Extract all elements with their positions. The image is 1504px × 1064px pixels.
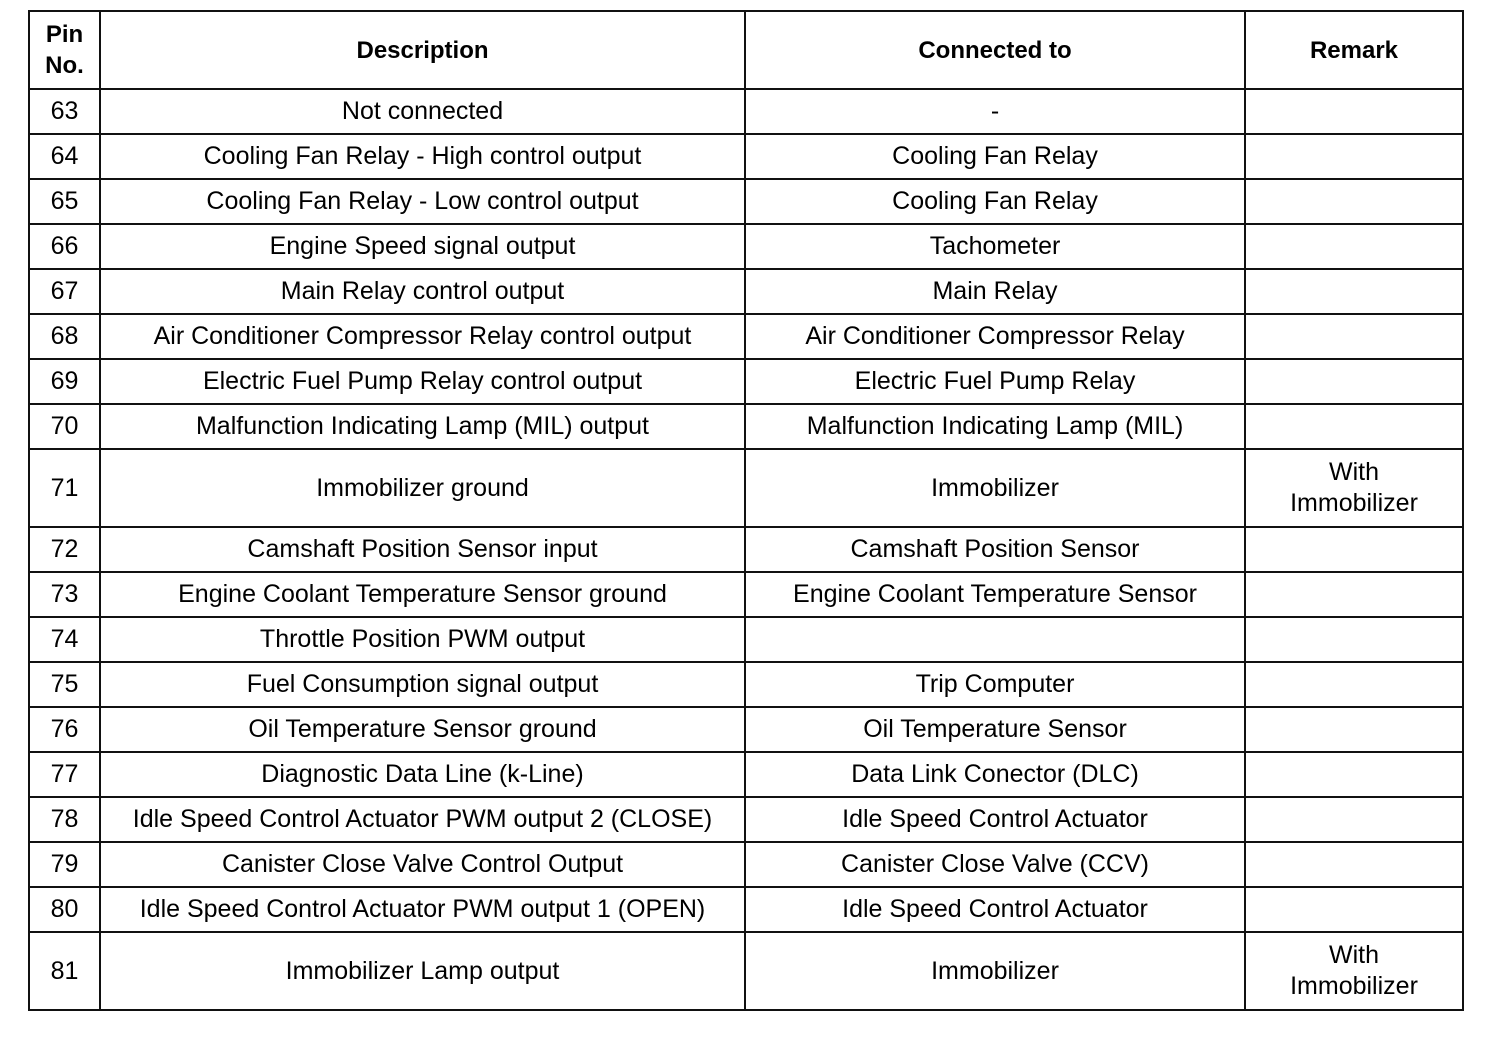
pin-number: 69: [29, 359, 100, 404]
table-row: [29, 449, 1463, 527]
remark-cell: [1245, 404, 1463, 449]
description-cell: Throttle Position PWM output: [100, 617, 745, 662]
table-row: [29, 89, 1463, 134]
pin-number: 63: [29, 89, 100, 134]
remark-cell: [1245, 662, 1463, 707]
pin-number: 64: [29, 134, 100, 179]
pin-number: 74: [29, 617, 100, 662]
pin-number: 71: [29, 449, 100, 527]
connected-to-cell: Cooling Fan Relay: [745, 134, 1245, 179]
remark-cell: [1245, 842, 1463, 887]
table-row: [29, 224, 1463, 269]
remark-cell: [1245, 224, 1463, 269]
connected-to-cell: -: [745, 89, 1245, 134]
description-cell: Immobilizer ground: [100, 449, 745, 527]
pin-number: 76: [29, 707, 100, 752]
description-cell: Not connected: [100, 89, 745, 134]
description-cell: Electric Fuel Pump Relay control output: [100, 359, 745, 404]
connected-to-cell: Electric Fuel Pump Relay: [745, 359, 1245, 404]
connected-to-cell: Main Relay: [745, 269, 1245, 314]
table-row: [29, 572, 1463, 617]
pin-number: 72: [29, 527, 100, 572]
table-row: [29, 887, 1463, 932]
table-row: [29, 269, 1463, 314]
description-cell: Fuel Consumption signal output: [100, 662, 745, 707]
connected-to-cell: [745, 617, 1245, 662]
table-row: [29, 134, 1463, 179]
header-description: Description: [100, 11, 745, 89]
header-pin-no: Pin No.: [29, 11, 100, 89]
remark-cell: [1245, 269, 1463, 314]
description-cell: Camshaft Position Sensor input: [100, 527, 745, 572]
table-row: [29, 707, 1463, 752]
remark-cell: [1245, 752, 1463, 797]
connected-to-cell: Air Conditioner Compressor Relay: [745, 314, 1245, 359]
pin-table-sheet: [28, 10, 1462, 1011]
pin-number: 77: [29, 752, 100, 797]
pin-assignment-table: [28, 10, 1464, 1011]
table-row: [29, 617, 1463, 662]
header-row: [29, 11, 1463, 89]
description-cell: Immobilizer Lamp output: [100, 932, 745, 1010]
description-cell: Cooling Fan Relay - High control output: [100, 134, 745, 179]
pin-number: 67: [29, 269, 100, 314]
connected-to-cell: Canister Close Valve (CCV): [745, 842, 1245, 887]
connected-to-cell: Idle Speed Control Actuator: [745, 887, 1245, 932]
table-row: [29, 797, 1463, 842]
remark-cell: With Immobilizer: [1245, 932, 1463, 1010]
remark-cell: [1245, 359, 1463, 404]
header-remark: Remark: [1245, 11, 1463, 89]
pin-number: 73: [29, 572, 100, 617]
pin-number: 68: [29, 314, 100, 359]
connected-to-cell: Malfunction Indicating Lamp (MIL): [745, 404, 1245, 449]
table-row: [29, 842, 1463, 887]
connected-to-cell: Data Link Conector (DLC): [745, 752, 1245, 797]
pin-number: 78: [29, 797, 100, 842]
connected-to-cell: Engine Coolant Temperature Sensor: [745, 572, 1245, 617]
description-cell: Engine Speed signal output: [100, 224, 745, 269]
remark-cell: [1245, 887, 1463, 932]
description-cell: Canister Close Valve Control Output: [100, 842, 745, 887]
connected-to-cell: Trip Computer: [745, 662, 1245, 707]
remark-cell: [1245, 707, 1463, 752]
remark-cell: [1245, 527, 1463, 572]
pin-number: 80: [29, 887, 100, 932]
description-cell: Engine Coolant Temperature Sensor ground: [100, 572, 745, 617]
remark-cell: [1245, 134, 1463, 179]
pin-number: 65: [29, 179, 100, 224]
remark-cell: [1245, 179, 1463, 224]
description-cell: Main Relay control output: [100, 269, 745, 314]
pin-number: 70: [29, 404, 100, 449]
remark-cell: [1245, 314, 1463, 359]
header-connected-to: Connected to: [745, 11, 1245, 89]
table-row: [29, 752, 1463, 797]
remark-cell: [1245, 617, 1463, 662]
table-row: [29, 314, 1463, 359]
remark-cell: [1245, 797, 1463, 842]
remark-cell: [1245, 572, 1463, 617]
table-row: [29, 404, 1463, 449]
description-cell: Malfunction Indicating Lamp (MIL) output: [100, 404, 745, 449]
pin-number: 66: [29, 224, 100, 269]
pin-number: 75: [29, 662, 100, 707]
connected-to-cell: Oil Temperature Sensor: [745, 707, 1245, 752]
pin-number: 79: [29, 842, 100, 887]
description-cell: Idle Speed Control Actuator PWM output 1 (OPEN): [100, 887, 745, 932]
table-row: [29, 527, 1463, 572]
connected-to-cell: Camshaft Position Sensor: [745, 527, 1245, 572]
connected-to-cell: Tachometer: [745, 224, 1245, 269]
connected-to-cell: Idle Speed Control Actuator: [745, 797, 1245, 842]
pin-number: 81: [29, 932, 100, 1010]
table-row: [29, 179, 1463, 224]
connected-to-cell: Immobilizer: [745, 449, 1245, 527]
table-row: [29, 662, 1463, 707]
table-row: [29, 359, 1463, 404]
connected-to-cell: Cooling Fan Relay: [745, 179, 1245, 224]
remark-cell: With Immobilizer: [1245, 449, 1463, 527]
description-cell: Oil Temperature Sensor ground: [100, 707, 745, 752]
connected-to-cell: Immobilizer: [745, 932, 1245, 1010]
description-cell: Air Conditioner Compressor Relay control output: [100, 314, 745, 359]
description-cell: Diagnostic Data Line (k-Line): [100, 752, 745, 797]
description-cell: Idle Speed Control Actuator PWM output 2 (CLOSE): [100, 797, 745, 842]
remark-cell: [1245, 89, 1463, 134]
table-row: [29, 932, 1463, 1010]
description-cell: Cooling Fan Relay - Low control output: [100, 179, 745, 224]
